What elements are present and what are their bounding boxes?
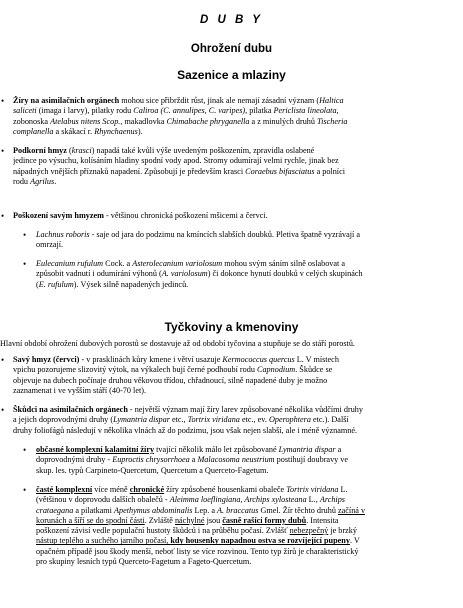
list-item — [0, 96, 460, 141]
list-item-text: Podkorní hmyz (krasci) napadá také kvůli výše uvedeným poškozením, zpravidla oslabené jedince po výsuchu, kolísáním hladiny spodní vody apod. Stromy odumírají velmi rychle, jinak bez nápadných vnějších příznaků napadení. Způsobují je především krasci Coraebus bifasciatus a polníci rodu Agrilus. — [13, 146, 345, 186]
list-item — [0, 146, 460, 191]
subsection-heading-seedlings: Sazenice a mlaziny — [177, 68, 286, 82]
section-heading: Ohrožení dubu — [190, 43, 273, 55]
bullet-icon: • — [1, 146, 5, 156]
bullet-icon: • — [1, 355, 5, 365]
bullet-icon: • — [1, 211, 5, 221]
subsection-heading-poles: Tyčkoviny a kmenoviny — [164, 320, 299, 334]
bullet-icon: • — [23, 259, 27, 269]
sub-list-item-text: občasné komplexní kalamitní žíry tvající několik málo let způsobované Lymantria dispar a doprovodnými druhy - Euproctis chrysorrhoea a Malacosoma neustrium postihují doubravy ve skup. les. typů Carpineto-Quercetum, Quercetum a Querceto-Fagetum. — [36, 445, 349, 475]
bullet-icon: • — [23, 230, 27, 240]
sub-list-item — [0, 230, 460, 252]
sub-list-item — [0, 485, 460, 570]
document-title: D U B Y — [200, 14, 263, 26]
bullet-icon: • — [1, 96, 5, 106]
bullet-icon: • — [1, 405, 5, 415]
sub-list-item — [0, 259, 460, 292]
list-item — [0, 355, 460, 400]
list-item-text: Žíry na asimilačních orgánech mohou sice přibrždit růst, jinak ale nemají zásadní význam (Haltica saliceti (imaga i larvy), pilatky rodu Caliroa (C. annulipes, C. varipes), pilatka Periclista lineolata, zobonoska Atelabus nitens Scop., makadlovka Chimabache phryganella a z minulých druhů Tischeria complanella a skákací r. Rhynchaenus). — [13, 96, 348, 136]
intro-paragraph: Hlavní období ohrožení dubových porostů se dostavuje až od období tyčovina a stupňuje se do stáří porostů. — [0, 339, 355, 348]
list-item — [0, 211, 460, 223]
bullet-icon: • — [23, 485, 27, 495]
sub-list-item-text: Lachnus roboris - saje od jara do podzimu na kmíncích slabších doubků. Pletiva špatně vyzrávají a omrzají. — [36, 230, 360, 250]
list-item-text: Poškození savým hmyzem - většinou chronická poškození mšicemi a červci. — [13, 211, 268, 220]
list-item-text: Savý hmyz (červci) - v prasklinách kůry kmene i větví usazuje Kermococcus quercus L. V místech vpichu pozorujeme slizovitý výtok, na výkalech bují černé podhoubí rodu Capnodium. Škůdce se objevuje na dubech počínaje druhou věkovou třídou, chřadnoucí, silně napadené duby je možno zaznamenat i ve vyšším stáří (40-70 let). — [13, 355, 339, 395]
sub-list-item — [0, 445, 460, 478]
bullet-icon: • — [23, 445, 27, 455]
sub-list-item-text: časté komplexní více méně chronické žíry způsobené housenkami obaleče Tortrix viridana L. (většinou v doprovodu dalších obalečů - Aleimma loeflingiana, Archips xylosteana L., Archips crataegana a pilatkami Apethymus abdominalis Lep. a A. braccatus Gmel. Žír těchto druhů začíná v korunách a šíří se do spodní části. Zvláště náchylné jsou časně rašící formy dubů. Intensita poškození závisí vedle populační hustoty škůdců i na průběhu počasí. Zvlášť nebezpečný je brzký nástup teplého a suchého jarního počasí, kdy housenky napadnou ostva se rozvíjející pupeny. V opačném případě jsou škody menší, neboť listy se více rozvinou. Tento typ žírů je charakteristický pro skupiny lesních typů Querceto-Fagetum a Fageto-Quercetum. — [36, 485, 366, 567]
list-item — [0, 405, 460, 438]
sub-list-item-text: Eulecanium rufulum Cock. a Asterolecanium variolosum mohou svým sáním silně oslabovat a způsobit vadnutí i odumírání výhonů (A. variolosum) či dokonce hynutí doubků v celých skupinách (E. rufulum). Výsek silně napadených jedinců. — [36, 259, 363, 289]
list-item-text: Škůdci na asimilačních orgánech - největší význam mají žíry larev způsobované několika vůdčími druhy a jejich doprovodnými druhy (Lymantria dispar etc., Tortrix viridana etc., ev. Operophtera etc.). Další druhy foliofágů následují v několika vlnách až do podzimu, jsou však nejen slabší, ale i méně významné. — [13, 405, 363, 435]
